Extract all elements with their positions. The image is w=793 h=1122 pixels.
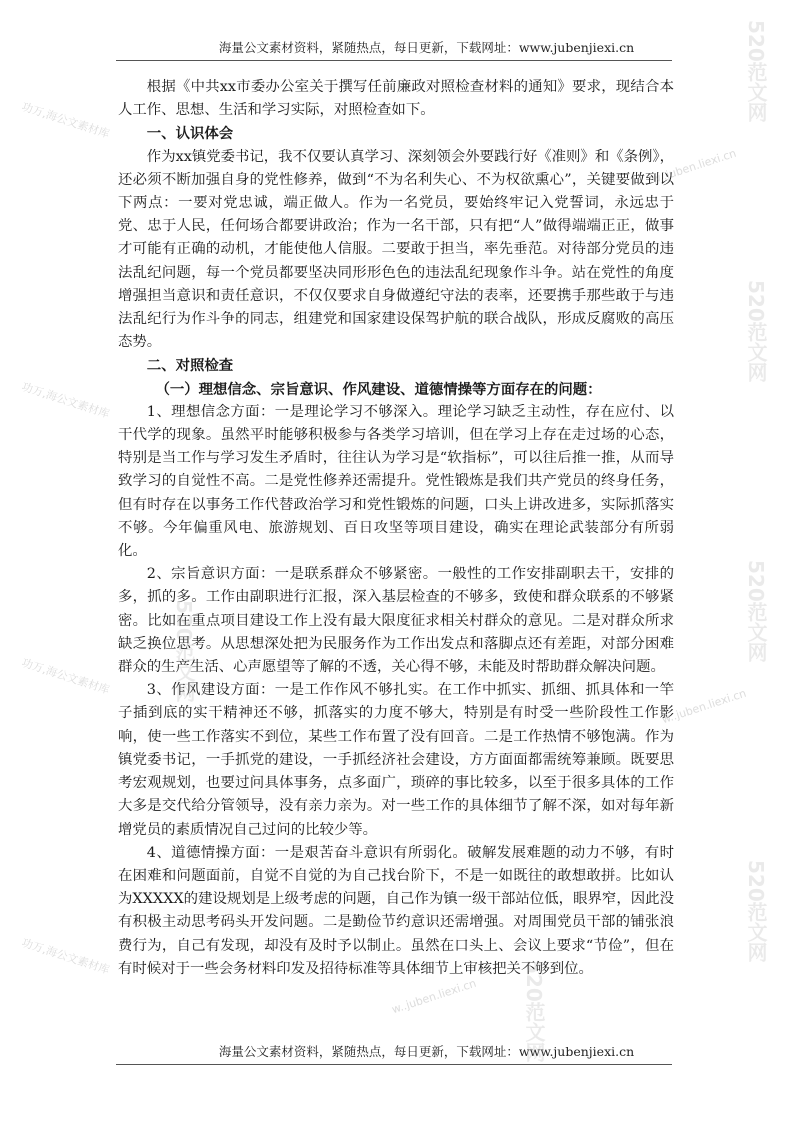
ideal-belief-paragraph: 1、理想信念方面：一是理论学习不够深入。理论学习缺乏主动性，存在应付、以干代学的现象。虽然平时能够积极参与各类学习培训，但在学习上存在走过场的心态，特别是当工作与学习发生矛盾时，往往认为学习是“软指标”，可以往后推一推，从而导致学习的自觉性不高。二是党性修养还需提升。党性锻炼是我们共产党员的终身任务，但有时存在以事务工作代替政治学习和党性锻炼的问题，口头上讲改进多，实际抓落实不够。今年偏重风电、旅游规划、百日攻坚等项目建设，确实在理论武装部分有所弱化。 — [118, 403, 674, 560]
subsection-heading: （一）理想信念、宗旨意识、作风建设、道德情操等方面存在的问题： — [155, 380, 602, 398]
header-rule — [116, 60, 672, 61]
purpose-awareness-paragraph: 2、宗旨意识方面：一是联系群众不够紧密。一般性的工作安排副职去干，安排的多，抓的多。工作由副职进行汇报，深入基层检查的不够多，致使和群众联系的不够紧密。比如在重点项目建设工作上没有最大限度征求相关村群众的意见。二是对群众所求缺乏换位思考。从思想深处把为民服务作为工作出发点和落脚点还有差距，对部分困难群众的生产生活、心声愿望等了解的不透，关心得不够，未能及时帮助群众解决问题。 — [118, 566, 674, 676]
watermark-tag: 功万,海公文素材库 — [20, 100, 112, 141]
page-header: 海量公文素材资料，紧随热点，每日更新，下载网址：www.jubenjiexi.cn — [218, 40, 635, 55]
intro-paragraph: 根据《中共xx市委办公室关于撰写任前廉政对照检查材料的通知》要求，现结合本人工作、思想、生活和学习实际，对照检查如下。 — [118, 79, 674, 119]
section-1-paragraph: 作为xx镇党委书记，我不仅要认真学习、深刻领会外要践行好《准则》和《条例》，还必须不断加强自身的党性修养，做到“不为名利失心、不为权欲熏心”，关键要做到以下两点：一要对党忠诚，端正做人。作为一名党员，要始终牢记入党誓词，永远忠于党、忠于人民，任何场合都要讲政治；作为一名干部，只有把“人”做得端端正正，做事才可能有正确的动机，才能使他人信服。二要敢于担当，率先垂范。对待部分党员的违法乱纪问题，每一个党员都要坚决同形形色色的违法乱纪现象作斗争。站在党性的角度增强担当意识和责任意识，不仅仅要求自身做遵纪守法的表率，还要携手那些敢于与违法乱纪行为作斗争的同志，组建党和国家建设保驾护航的联合战队，形成反腐败的高压态势。 — [118, 148, 674, 351]
watermark-site: 520范文网 — [172, 600, 196, 702]
watermark-url: w..juben.liexi.cn — [390, 976, 478, 1017]
watermark-tag: 功万,海公文素材库 — [20, 936, 112, 977]
work-style-paragraph: 3、作风建设方面：一是工作作风不够扎实。在工作中抓实、抓细、抓具体和一竿子插到底的实干精神还不够，抓落实的力度不够大，特别是有时受一些阶段性工作影响，使一些工作落实不到位，某些工作布置了没有回音。二是工作热情不够饱满。作为镇党委书记，一手抓党的建设，一手抓经济社会建设，方方面面都需统筹兼顾。既要思考宏观规划，也要过问具体事务，点多面广，琐碎的事比较多，以至于很多具体的工作大多是交代给分管领导，没有亲力亲为。对一些工作的具体细节了解不深，如对每年新增党员的素质情况自己过问的比较少等。 — [118, 682, 674, 838]
watermark-site: 520范文网 — [744, 280, 768, 382]
watermark-site: 520范文网 — [522, 960, 546, 1062]
watermark-site: 520范文网 — [744, 860, 768, 962]
section-1-heading: 一、认识体会 — [146, 125, 234, 143]
moral-paragraph: 4、道德情操方面：一是艰苦奋斗意识有所弱化。破解发展难题的动力不够，有时在困难和问题面前，自觉不自觉的为自己找台阶下，不是一如既往的敢想敢拼。比如认为XXXXX的建设规划是上级考虑的问题，自己作为镇一级干部站位低，眼界窄，因此没有积极主动思考码头开发问题。二是勤俭节约意识还需增强。对周围党员干部的铺张浪费行为，自己有发现，却没有及时予以制止。虽然在口头上、会议上要求“节俭”，但在有时候对于一些会务材料印发及招待标准等具体细节上审核把关不够到位。 — [118, 844, 674, 977]
document-body — [118, 76, 674, 981]
watermark-url: w..juben.liexi.cn — [660, 686, 748, 727]
page-footer: 海量公文素材资料，紧随热点，每日更新，下载网址：www.jubenjiexi.cn — [218, 1044, 635, 1059]
watermark-tag: 功万,海公文素材库 — [20, 380, 112, 421]
footer-rule — [116, 1064, 672, 1065]
section-2-heading: 二、对照检查 — [146, 357, 234, 375]
watermark-site: 520范文网 — [744, 20, 768, 122]
watermark-site: 520范文网 — [744, 560, 768, 662]
watermark-tag: 功万,海公文素材库 — [20, 656, 112, 697]
watermark-url: w..juben.liexi.cn — [650, 146, 738, 187]
